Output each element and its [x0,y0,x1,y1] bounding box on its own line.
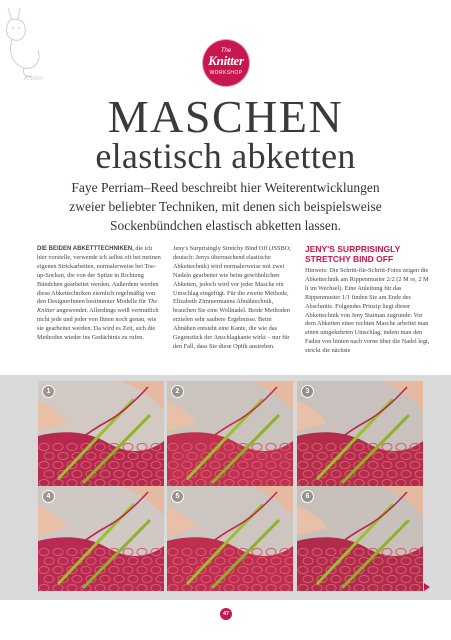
title-line-1: MASCHEN [107,91,344,142]
badge-the: The [220,48,232,54]
section-heading: JENY'S SURPRISINGLY STRETCHY BIND OFF [305,244,401,264]
column1-lead-in: DIE BEIDEN ABKETTTECHNIKEN, [37,246,134,252]
step-number-badge: 2 [171,385,184,398]
step-number-badge: 1 [42,385,55,398]
logo-text: Knitter [24,74,44,82]
column2-text: Jeny's Surprisingly Stretchy Bind Off (JSSBO; deutsch: Jenys überraschend elastische Abkettechnik) wird normalerweise mit zwei Nadeln gearbeitet wie beim gewöhnlichen Abketten, jedoch wird vor jeder Masche ein Umschlag eingefügt. Für die zweite Methode, Elizabeth Zimmermanns Abnähtechnik, brauchen Sie eine Wollnadel. Beide Methoden erzielen sehr saubere Ergebnisse. Beim Abnähen entsteht eine Kante, die wie das Gegenstück der Anschlagkante wirkt – nur für den Fall, dass Sie diese Optik anstreben. [173,245,292,350]
magazine-name: The Knitter [37,298,158,315]
step-photo-6 [297,486,423,591]
step-photo-1 [38,381,164,486]
step-number-badge: 4 [42,490,55,503]
step-photo-3 [297,381,423,486]
lead-line-1: Faye Perriam–Reed beschreibt hier Weiterentwicklungen [71,180,380,195]
step-number-badge: 5 [171,490,184,503]
step-photo-2 [167,381,293,486]
page-number: 47 [220,608,232,620]
column1-text-a: die ich hier vorstelle, verwende ich selbst oft bei meinen eigenen Strickarbeiten, normalerweise bei Toe-up-Socken, die von der Spitze in Richtung Bündchen gearbeitet werden. Außerdem werden diese Abkettechniken ziemlich regelmäßig von den DesignerInnen bestimmter Modelle für [37,245,161,306]
continue-arrow-icon [424,583,430,591]
lead-line-2: zweier beliebter Techniken, mit denen sich beispielsweise [69,199,382,214]
lead-paragraph [40,178,411,235]
column3-text: Hinweis: Die Schritt-für-Schritt-Fotos zeigen die Abkettechnik am Rippenmuster 2/2 (2 M re, 2 M li im Wechsel). Eine Anleitung für das Rippenmuster 1/1 finden Sie am Ende des Abschnitts. Folgendes Prinzip liegt dieser Abkettechnik von Jeny Staiman zugrunde: Vor dem Abketten einer rechten Masche arbeitet man einen umgekehrten Umschlag, indem man den Faden von hinten nach vorne über die Nadel legt, strickt die nächste [305,267,430,355]
step-number-badge: 6 [301,490,314,503]
step-photo-4 [38,486,164,591]
step-number-badge: 3 [301,385,314,398]
lead-line-3: Sockenbündchen elastisch abketten lassen. [110,218,341,233]
badge-workshop: WORKSHOP [209,70,243,76]
step-photo-5 [167,486,293,591]
body-column-1 [37,245,162,343]
title-line-2: elastisch abketten [95,136,356,176]
column1-text-b: angewendet. Allerdings weiß vermutlich nicht jede und jeder von Ihnen noch genau, wie sie gearbeitet werden. Da wird es Zeit, sich die Methoden wieder ins Gedächtnis zu rufen. [37,307,159,342]
badge-knitter: Knitter [208,53,244,68]
knitter-workshop-badge [203,40,249,86]
cat-logo [2,4,46,82]
body-column-3 [305,245,431,356]
body-column-2 [173,245,293,352]
